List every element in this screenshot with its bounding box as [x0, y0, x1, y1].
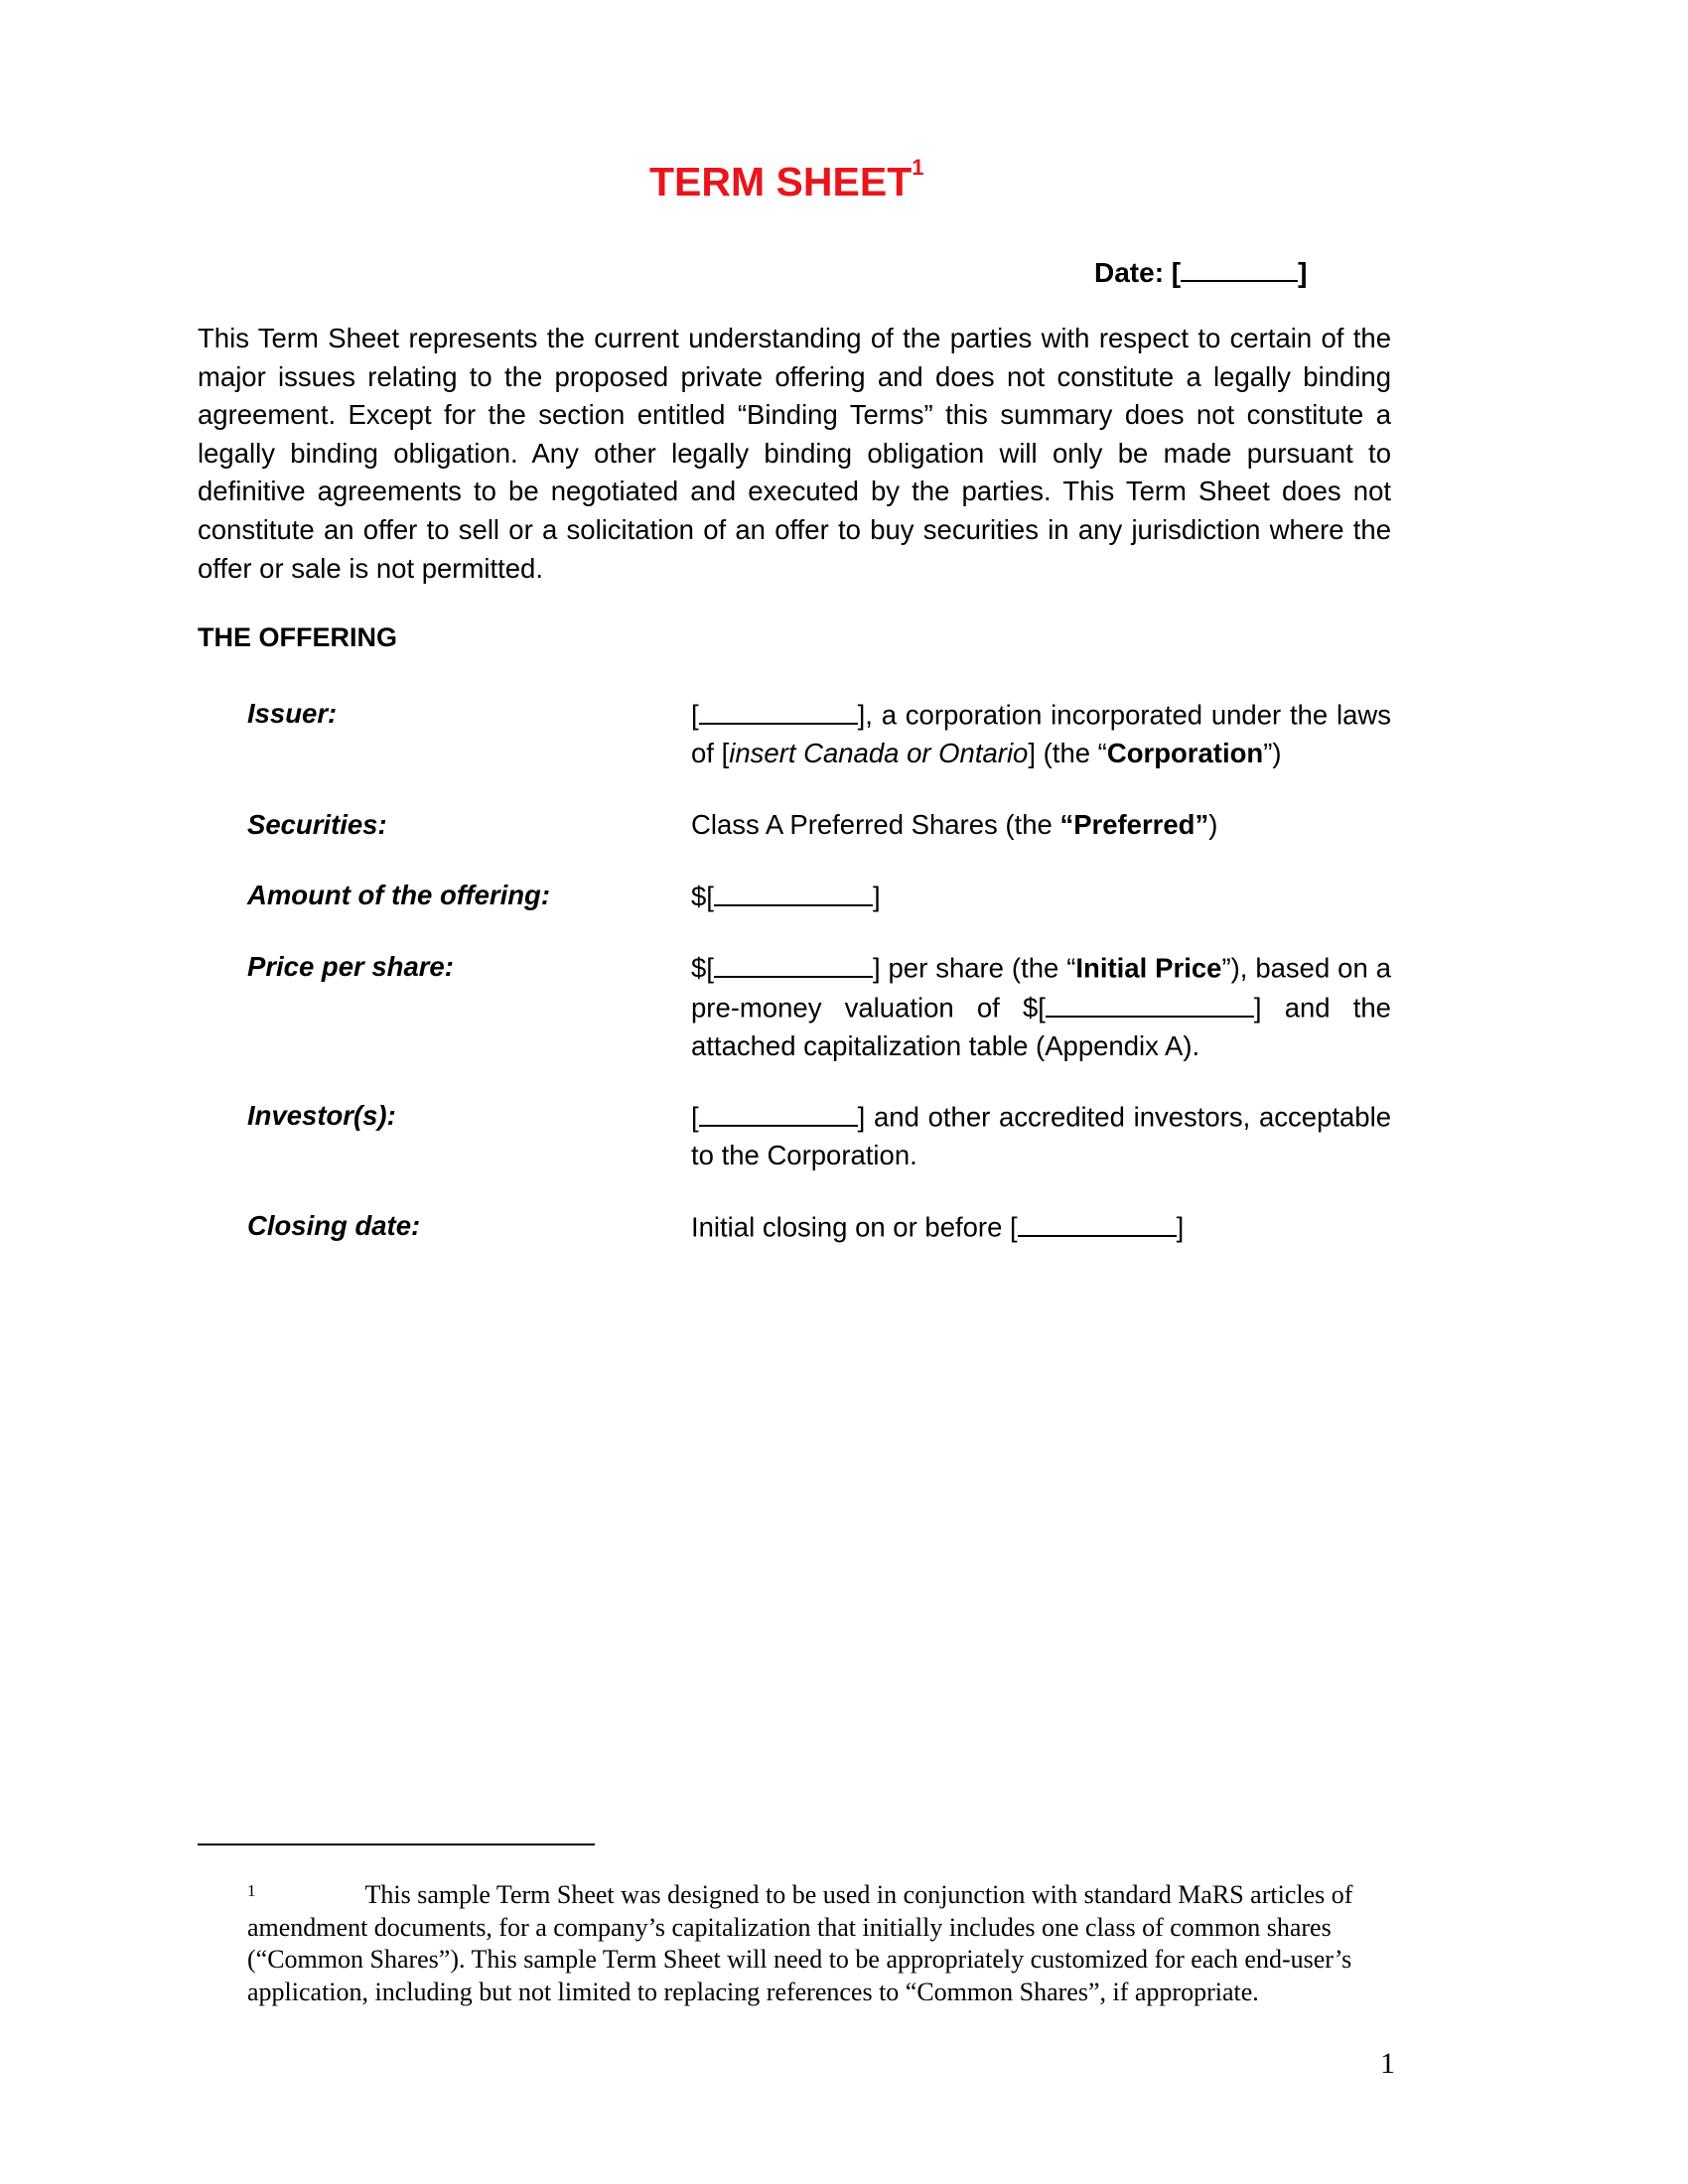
footnote-ref: 1	[912, 155, 924, 180]
text: ] (the “	[1028, 738, 1107, 769]
text: ]	[1176, 1211, 1185, 1243]
text: ”), based on a pre-money valuation of $[	[691, 952, 1392, 1024]
date-blank	[1181, 252, 1298, 282]
footnote-number: 1	[247, 1881, 256, 1900]
term-value: [ ], a corporation incorporated under the laws of [insert Canada or Ontario] (the “Corporation”)	[691, 695, 1391, 773]
term-label: Investor(s):	[247, 1100, 396, 1131]
text: $[	[691, 952, 714, 984]
footnote	[247, 1879, 1394, 2008]
title-text: TERM SHEET	[649, 159, 913, 205]
blank-field	[714, 948, 873, 978]
term-label: Securities:	[247, 809, 387, 840]
term-value	[691, 948, 1391, 1066]
term-value	[691, 877, 1391, 916]
section-heading: THE OFFERING	[198, 622, 397, 652]
page-number: 1	[1380, 2047, 1395, 2080]
term-label: Issuer:	[247, 698, 338, 729]
date-line: Date: [ ]	[1094, 252, 1307, 289]
bold-text: “Preferred”	[1059, 809, 1209, 840]
term-label: Closing date:	[247, 1210, 421, 1241]
term-value: [ ] and other accredited investors, acceptable to the Corporation.	[691, 1097, 1391, 1175]
blank-field	[699, 695, 858, 725]
text: )	[1208, 809, 1218, 840]
blank-field	[699, 1097, 858, 1127]
blank-field	[1018, 1207, 1177, 1237]
blank-field	[1046, 988, 1254, 1018]
text: Initial closing on or before [	[691, 1211, 1018, 1243]
term-label: Amount of the offering:	[247, 880, 550, 910]
term-value	[691, 806, 1391, 845]
italic-text: insert Canada or Ontario	[729, 738, 1029, 769]
text: ] and other accredited investors, acceptable to the Corporation.	[691, 1101, 1391, 1171]
text: ]	[872, 881, 881, 912]
text: ] and the attached capitalization table (Appendix A).	[691, 992, 1391, 1062]
term-label: Price per share:	[247, 951, 454, 982]
intro-paragraph: This Term Sheet represents the current understanding of the parties with respect to certain of the major issues relating to the proposed private offering and does not constitute a legally binding agreement. Except for the section entitled “Binding Terms” this summary does not constitute a legally binding obligation. Any other legally binding obligation will only be made pursuant to definitive agreements to be negotiated and executed by the parties. This Term Sheet does not constitute an offer to sell or a solicitation of an offer to buy securities in any jurisdiction where the offer or sale is not permitted.	[198, 323, 1391, 584]
text: ], a corporation incorporated under the laws of [	[691, 699, 1391, 769]
blank-field	[714, 877, 873, 906]
footnote-separator	[198, 1843, 595, 1845]
bold-text: Initial Price	[1075, 952, 1222, 984]
text: ] per share (the “	[872, 952, 1076, 984]
bold-text: Corporation	[1106, 738, 1264, 769]
text: $[	[691, 881, 714, 912]
footnote-text: This sample Term Sheet was designed to be used in conjunction with standard MaRS articles of amendment documents, for a company’s capitalization that initially includes one class of common shares (“Common Shares”). This sample Term Sheet will need to be appropriately customized for each end-user’s application, including but not limited to replacing references to “Common Shares”, if appropriate.	[247, 1880, 1353, 2006]
date-label: Date:	[1094, 257, 1172, 288]
text: Class A Preferred Shares (the	[691, 809, 1060, 840]
term-value	[691, 1207, 1391, 1247]
document-title	[649, 155, 924, 205]
text: ”)	[1263, 738, 1282, 769]
